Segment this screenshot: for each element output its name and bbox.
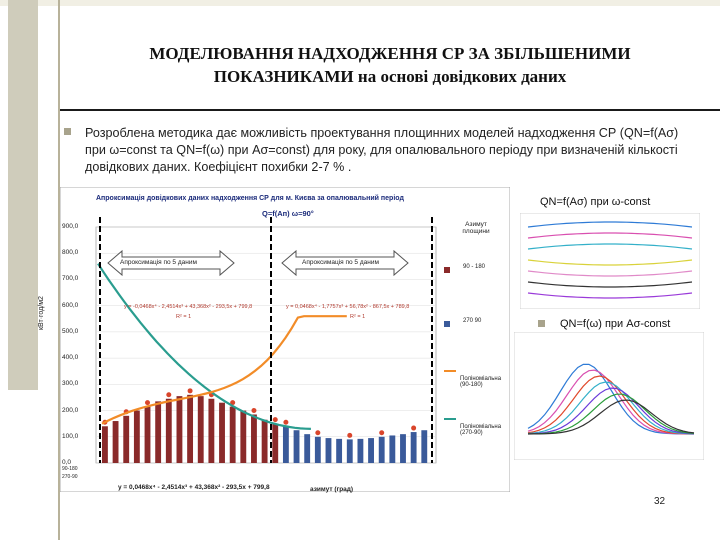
page-number: 32	[654, 496, 666, 507]
equation-bottom: y = 0,0468x⁴ - 2,4514x³ + 43,368x² - 293,5x + 799,8	[118, 484, 270, 491]
bar-90-180	[251, 414, 257, 463]
data-point	[251, 408, 256, 413]
legend-label-poly-2: Поліноміальна (270-90)	[460, 424, 502, 436]
bar-90-180	[102, 426, 108, 463]
title-line-1: МОДЕЛЮВАННЯ НАДХОДЖЕННЯ СР ЗА ЗБІЛЬШЕНИМИ	[149, 44, 631, 63]
legend-title: Азимут площини	[462, 221, 490, 235]
data-point	[379, 430, 384, 435]
slide-top-frame	[0, 0, 720, 6]
legend-label-270-90: 270 90	[463, 318, 482, 324]
equation-left: y = -0,0468x⁴ - 2,4514x³ + 43,368x² - 293,5x + 799,8	[124, 304, 253, 310]
mini-chart-bottom-frame	[514, 332, 704, 460]
title-line-2: ПОКАЗНИКАМИ на основі довідкових даних	[213, 67, 567, 86]
bar-270-90	[357, 439, 363, 463]
data-point	[347, 433, 352, 438]
bar-90-180	[208, 399, 214, 463]
legend-swatch-90-180	[444, 267, 450, 273]
row-label-2: 270-90	[62, 474, 78, 480]
data-point	[166, 392, 171, 397]
bar-270-90	[400, 434, 406, 463]
data-point	[273, 417, 278, 422]
bar-90-180	[145, 407, 151, 463]
data-point	[188, 388, 193, 393]
bar-90-180	[166, 399, 172, 463]
bar-270-90	[347, 439, 353, 463]
bar-270-90	[336, 439, 342, 463]
right-label-top: QN=f(Aσ) при ω-const	[540, 196, 651, 208]
arrow-left-label: Апроксимація по 5 даним	[120, 259, 197, 266]
chart-subtitle: Q=f(Ап) ω=90°	[262, 209, 314, 218]
legend-swatch-270-90	[444, 321, 450, 327]
bar-270-90	[368, 438, 374, 463]
bar-90-180	[177, 396, 183, 463]
main-chart	[60, 187, 510, 492]
bar-90-180	[113, 421, 119, 463]
y-tick-label: 500,0	[62, 327, 79, 335]
bar-90-180	[123, 416, 129, 463]
title-rule	[60, 109, 720, 111]
y-tick-label: 400,0	[62, 354, 79, 362]
bar-90-180	[272, 424, 278, 463]
chart-title: Апроксимація довідкових даних надходження СР для м. Києва за опалювальний період	[96, 195, 404, 202]
legend-label-poly-1: Поліноміальна (90-180)	[460, 376, 502, 388]
legend-label-90-180: 90 - 180	[463, 264, 486, 270]
bullet-icon	[64, 128, 71, 135]
bar-270-90	[315, 437, 321, 463]
bar-270-90	[283, 426, 289, 463]
bar-90-180	[219, 403, 225, 463]
right-label-bottom: QN=f(ω) при Aσ-const	[560, 318, 671, 330]
bar-270-90	[421, 430, 427, 463]
y-tick-label: 900,0	[62, 223, 79, 230]
y-axis-label: кВт·год/м2	[38, 296, 45, 330]
y-tick-label: 0,0	[62, 459, 72, 466]
r2-left: R² = 1	[176, 314, 192, 320]
x-axis-label: азимут (град)	[310, 486, 354, 493]
bar-90-180	[230, 407, 236, 463]
mini-chart-top	[520, 213, 700, 309]
slide-title	[60, 42, 720, 88]
data-point	[283, 420, 288, 425]
bar-90-180	[155, 401, 161, 463]
r2-right: R² = 1	[350, 314, 366, 320]
bar-90-180	[240, 411, 246, 463]
bar-270-90	[411, 432, 417, 463]
bar-270-90	[326, 438, 332, 463]
data-point	[145, 400, 150, 405]
bar-270-90	[379, 437, 385, 463]
y-tick-label: 600,0	[62, 301, 79, 309]
bar-90-180	[134, 411, 140, 463]
bar-90-180	[187, 395, 193, 463]
bar-270-90	[389, 435, 395, 463]
bullet-icon	[538, 320, 545, 327]
bar-90-180	[198, 396, 204, 463]
y-tick-label: 800,0	[62, 249, 79, 257]
data-point	[315, 430, 320, 435]
bar-270-90	[304, 434, 310, 463]
slide-side-bar	[8, 0, 38, 390]
data-point	[411, 426, 416, 431]
y-tick-label: 300,0	[62, 380, 79, 388]
y-tick-label: 100,0	[62, 432, 79, 440]
y-tick-label: 200,0	[62, 406, 79, 414]
bar-90-180	[262, 420, 268, 463]
row-label-1: 90-180	[62, 466, 78, 472]
body-paragraph: Розроблена методика дає можливість проектування площинних моделей надходження СР (QN=f(Aσ) при ω=const та QN=f(ω) при Aσ=const) для року, для опалювального періоду при визначеній кількості довідкових даних. Коефіцієнт похибки 2-7 % .	[85, 126, 679, 174]
bar-270-90	[294, 430, 300, 463]
mini-chart-bottom	[514, 332, 704, 460]
arrow-right-label: Апроксимація по 5 даним	[302, 259, 379, 266]
y-tick-label: 700,0	[62, 275, 79, 283]
equation-right: y = 0,0468x⁴ - 1,7757x³ + 56,78x² - 867,5x + 789,8	[286, 304, 410, 310]
